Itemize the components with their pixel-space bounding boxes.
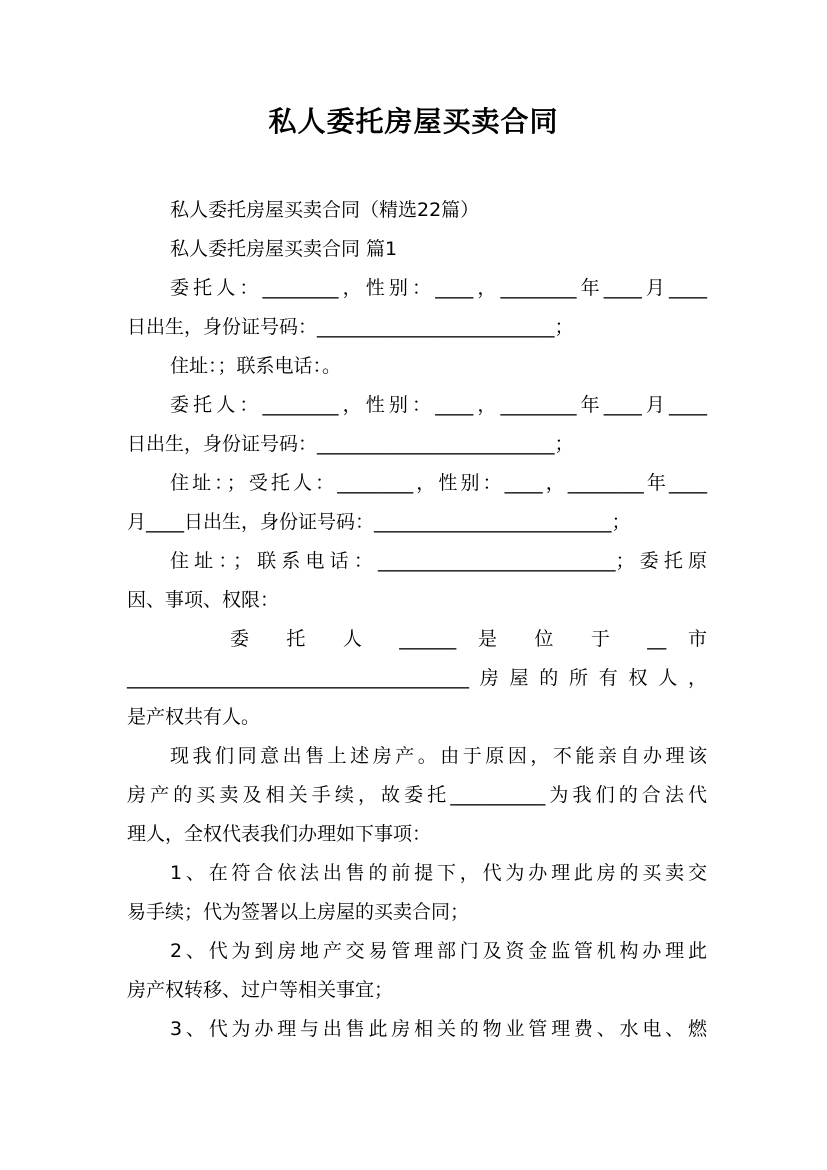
paragraph-line: 委托人：________，性别：____，________年____月____ [170, 394, 707, 416]
list-item-line: 3、代为办理与出售此房相关的物业管理费、水电、燃 [170, 1018, 707, 1040]
paragraph-line: 因、事项、权限： [127, 589, 280, 611]
section-heading: 私人委托房屋买卖合同 篇1 [170, 238, 398, 260]
paragraph-line: 委托人：________，性别：____，________年____月____ [170, 277, 707, 299]
paragraph-line: 理人，全权代表我们办理如下事项： [127, 823, 432, 845]
paragraph-line: 住址：；联系电话：。 [170, 355, 342, 377]
list-item-line: 1、在符合依法出售的前提下，代为办理此房的买卖交 [170, 862, 707, 884]
paragraph-line: 是产权共有人。 [127, 706, 261, 728]
paragraph-line: 日出生，身份证号码：_________________________； [127, 316, 574, 338]
list-item-line: 房产权转移、过户等相关事宜； [127, 979, 394, 1001]
document-title: 私人委托房屋买卖合同 [268, 105, 559, 138]
paragraph-line: 委 托 人 ______ 是 位 于 __ 市 [230, 628, 707, 650]
paragraph-line: 现我们同意出售上述房产。由于原因，不能亲自办理该 [170, 745, 707, 767]
paragraph-line: 房产的买卖及相关手续，故委托__________为我们的合法代 [127, 784, 707, 806]
paragraph-line: 住址：；受托人：________，性别：____，________年____ [170, 472, 707, 494]
paragraph-line: 日出生，身份证号码：_________________________； [127, 433, 574, 455]
paragraph-line: 月____日出生，身份证号码：_________________________； [127, 511, 631, 533]
subtitle-line: 私人委托房屋买卖合同（精选22篇） [170, 199, 480, 221]
list-item-line: 2、代为到房地产交易管理部门及资金监管机构办理此 [170, 940, 707, 962]
list-item-line: 易手续；代为签署以上房屋的买卖合同； [127, 901, 470, 923]
paragraph-line: ____________________________________房屋的所有权人， [127, 667, 707, 689]
paragraph-line: 住址：；联系电话：_________________________；委托原 [170, 550, 707, 572]
